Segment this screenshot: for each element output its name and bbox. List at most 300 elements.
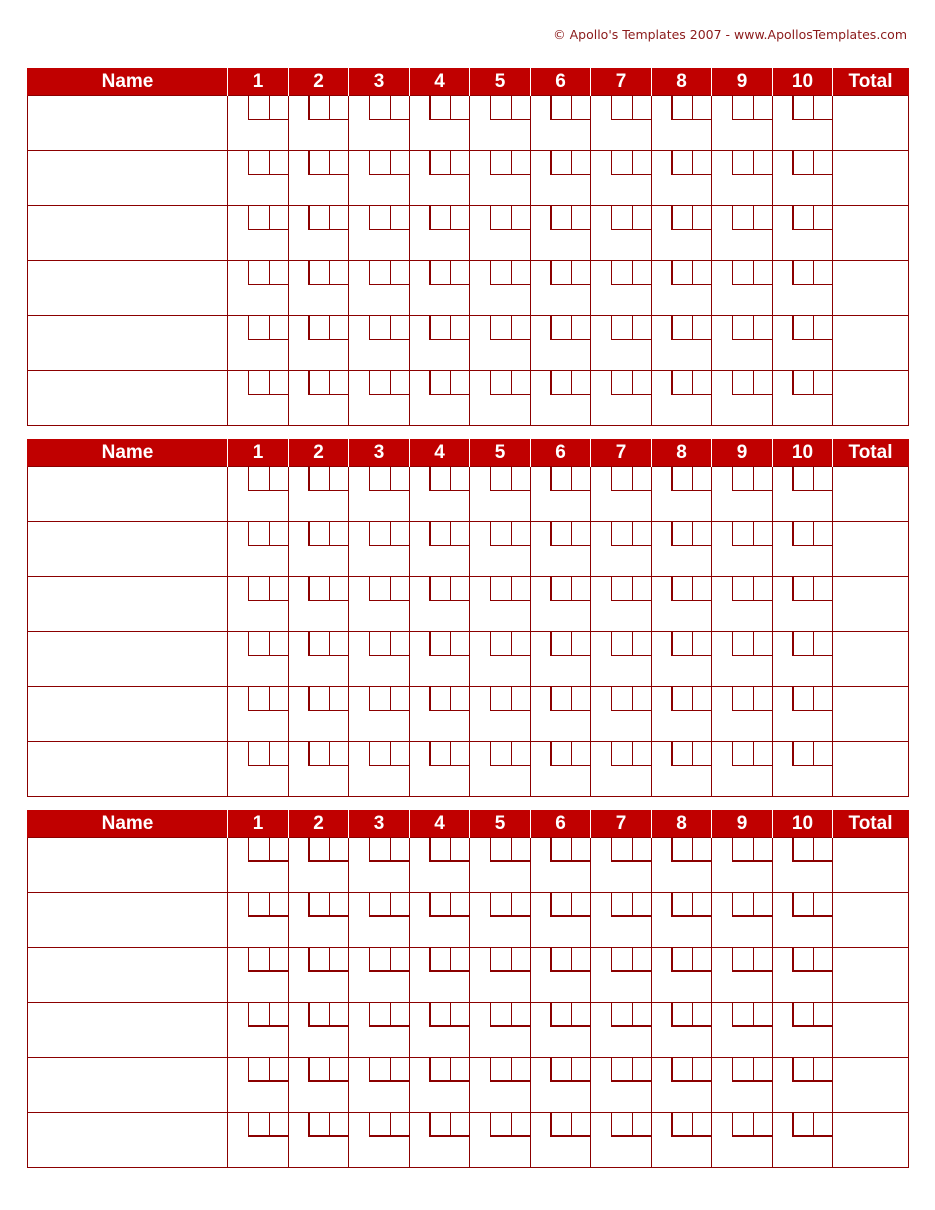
- frame-3-score-cell[interactable]: [349, 1003, 410, 1058]
- frame-6-score-cell[interactable]: [531, 1058, 591, 1113]
- frame-9-ball-boxes[interactable]: [732, 522, 772, 546]
- frame-7-score-cell[interactable]: [591, 742, 652, 797]
- frame-6-ball-boxes[interactable]: [550, 1113, 590, 1137]
- frame-8-ball-boxes[interactable]: [671, 316, 711, 340]
- frame-1-score-cell[interactable]: [228, 1113, 289, 1168]
- frame-4-ball-boxes[interactable]: [429, 687, 469, 711]
- frame-3-score-cell[interactable]: [349, 261, 410, 316]
- frame-1-ball-boxes[interactable]: [248, 151, 288, 175]
- frame-4-ball-boxes[interactable]: [429, 206, 469, 230]
- frame-4-ball-boxes[interactable]: [429, 1058, 469, 1082]
- frame-10-ball-boxes[interactable]: [792, 632, 832, 656]
- frame-8-score-cell[interactable]: [652, 742, 712, 797]
- frame-10-score-cell[interactable]: [773, 371, 833, 426]
- frame-10-score-cell[interactable]: [773, 577, 833, 632]
- frame-10-ball-boxes[interactable]: [792, 1058, 832, 1082]
- frame-4-ball-boxes[interactable]: [429, 632, 469, 656]
- frame-5-score-cell[interactable]: [470, 96, 531, 151]
- frame-2-score-cell[interactable]: [289, 893, 349, 948]
- frame-10-score-cell[interactable]: [773, 1113, 833, 1168]
- frame-9-ball-boxes[interactable]: [732, 151, 772, 175]
- frame-7-ball-boxes[interactable]: [611, 948, 651, 972]
- frame-2-score-cell[interactable]: [289, 632, 349, 687]
- frame-9-ball-boxes[interactable]: [732, 687, 772, 711]
- frame-2-ball-boxes[interactable]: [308, 1058, 348, 1082]
- frame-5-score-cell[interactable]: [470, 742, 531, 797]
- frame-9-ball-boxes[interactable]: [732, 948, 772, 972]
- frame-2-score-cell[interactable]: [289, 1003, 349, 1058]
- frame-6-ball-boxes[interactable]: [550, 1003, 590, 1027]
- frame-8-ball-boxes[interactable]: [671, 371, 711, 395]
- frame-4-ball-boxes[interactable]: [429, 1003, 469, 1027]
- frame-6-ball-boxes[interactable]: [550, 371, 590, 395]
- frame-6-ball-boxes[interactable]: [550, 632, 590, 656]
- frame-8-score-cell[interactable]: [652, 687, 712, 742]
- frame-4-score-cell[interactable]: [410, 1113, 470, 1168]
- frame-1-score-cell[interactable]: [228, 1003, 289, 1058]
- frame-1-score-cell[interactable]: [228, 261, 289, 316]
- frame-4-score-cell[interactable]: [410, 742, 470, 797]
- frame-7-ball-boxes[interactable]: [611, 96, 651, 120]
- total-score-cell[interactable]: [833, 838, 909, 893]
- frame-10-score-cell[interactable]: [773, 1058, 833, 1113]
- total-score-cell[interactable]: [833, 371, 909, 426]
- frame-4-score-cell[interactable]: [410, 632, 470, 687]
- frame-5-score-cell[interactable]: [470, 577, 531, 632]
- frame-7-score-cell[interactable]: [591, 948, 652, 1003]
- frame-7-ball-boxes[interactable]: [611, 742, 651, 766]
- frame-5-ball-boxes[interactable]: [490, 151, 530, 175]
- frame-5-score-cell[interactable]: [470, 316, 531, 371]
- frame-7-ball-boxes[interactable]: [611, 151, 651, 175]
- frame-9-ball-boxes[interactable]: [732, 467, 772, 491]
- frame-2-ball-boxes[interactable]: [308, 1003, 348, 1027]
- frame-6-ball-boxes[interactable]: [550, 96, 590, 120]
- frame-8-ball-boxes[interactable]: [671, 893, 711, 917]
- frame-9-score-cell[interactable]: [712, 522, 773, 577]
- frame-2-score-cell[interactable]: [289, 742, 349, 797]
- frame-1-score-cell[interactable]: [228, 577, 289, 632]
- frame-10-ball-boxes[interactable]: [792, 522, 832, 546]
- frame-5-score-cell[interactable]: [470, 467, 531, 522]
- frame-2-ball-boxes[interactable]: [308, 577, 348, 601]
- frame-3-score-cell[interactable]: [349, 687, 410, 742]
- frame-5-ball-boxes[interactable]: [490, 371, 530, 395]
- frame-7-ball-boxes[interactable]: [611, 371, 651, 395]
- frame-10-ball-boxes[interactable]: [792, 467, 832, 491]
- total-score-cell[interactable]: [833, 893, 909, 948]
- frame-6-ball-boxes[interactable]: [550, 742, 590, 766]
- frame-3-ball-boxes[interactable]: [369, 948, 409, 972]
- player-name-cell[interactable]: [28, 632, 228, 687]
- frame-2-score-cell[interactable]: [289, 316, 349, 371]
- frame-7-ball-boxes[interactable]: [611, 316, 651, 340]
- frame-9-score-cell[interactable]: [712, 371, 773, 426]
- frame-3-score-cell[interactable]: [349, 948, 410, 1003]
- total-score-cell[interactable]: [833, 206, 909, 261]
- total-score-cell[interactable]: [833, 632, 909, 687]
- frame-2-score-cell[interactable]: [289, 522, 349, 577]
- frame-6-score-cell[interactable]: [531, 838, 591, 893]
- frame-6-ball-boxes[interactable]: [550, 577, 590, 601]
- frame-10-ball-boxes[interactable]: [792, 893, 832, 917]
- frame-4-ball-boxes[interactable]: [429, 893, 469, 917]
- total-score-cell[interactable]: [833, 1113, 909, 1168]
- frame-6-ball-boxes[interactable]: [550, 838, 590, 862]
- frame-5-score-cell[interactable]: [470, 151, 531, 206]
- frame-2-ball-boxes[interactable]: [308, 687, 348, 711]
- frame-5-ball-boxes[interactable]: [490, 316, 530, 340]
- frame-1-ball-boxes[interactable]: [248, 316, 288, 340]
- frame-1-score-cell[interactable]: [228, 1058, 289, 1113]
- frame-5-ball-boxes[interactable]: [490, 893, 530, 917]
- frame-5-ball-boxes[interactable]: [490, 948, 530, 972]
- frame-2-score-cell[interactable]: [289, 206, 349, 261]
- frame-10-ball-boxes[interactable]: [792, 1003, 832, 1027]
- frame-9-score-cell[interactable]: [712, 948, 773, 1003]
- frame-8-score-cell[interactable]: [652, 261, 712, 316]
- frame-3-ball-boxes[interactable]: [369, 1058, 409, 1082]
- player-name-cell[interactable]: [28, 96, 228, 151]
- frame-10-ball-boxes[interactable]: [792, 206, 832, 230]
- total-score-cell[interactable]: [833, 948, 909, 1003]
- frame-9-ball-boxes[interactable]: [732, 1113, 772, 1137]
- frame-10-score-cell[interactable]: [773, 893, 833, 948]
- frame-9-ball-boxes[interactable]: [732, 577, 772, 601]
- frame-3-ball-boxes[interactable]: [369, 371, 409, 395]
- frame-7-ball-boxes[interactable]: [611, 1113, 651, 1137]
- frame-9-ball-boxes[interactable]: [732, 632, 772, 656]
- frame-3-score-cell[interactable]: [349, 96, 410, 151]
- frame-5-ball-boxes[interactable]: [490, 742, 530, 766]
- frame-1-score-cell[interactable]: [228, 632, 289, 687]
- frame-5-ball-boxes[interactable]: [490, 467, 530, 491]
- frame-9-ball-boxes[interactable]: [732, 893, 772, 917]
- frame-5-ball-boxes[interactable]: [490, 687, 530, 711]
- player-name-cell[interactable]: [28, 522, 228, 577]
- frame-1-score-cell[interactable]: [228, 316, 289, 371]
- frame-1-score-cell[interactable]: [228, 948, 289, 1003]
- frame-9-score-cell[interactable]: [712, 742, 773, 797]
- frame-7-ball-boxes[interactable]: [611, 522, 651, 546]
- frame-8-ball-boxes[interactable]: [671, 1113, 711, 1137]
- frame-2-ball-boxes[interactable]: [308, 316, 348, 340]
- frame-6-score-cell[interactable]: [531, 261, 591, 316]
- frame-4-ball-boxes[interactable]: [429, 151, 469, 175]
- frame-7-ball-boxes[interactable]: [611, 893, 651, 917]
- frame-3-ball-boxes[interactable]: [369, 1113, 409, 1137]
- frame-8-score-cell[interactable]: [652, 467, 712, 522]
- frame-9-score-cell[interactable]: [712, 632, 773, 687]
- frame-3-ball-boxes[interactable]: [369, 316, 409, 340]
- frame-9-ball-boxes[interactable]: [732, 1003, 772, 1027]
- frame-6-score-cell[interactable]: [531, 1003, 591, 1058]
- frame-6-ball-boxes[interactable]: [550, 261, 590, 285]
- frame-1-score-cell[interactable]: [228, 687, 289, 742]
- frame-3-score-cell[interactable]: [349, 316, 410, 371]
- frame-10-score-cell[interactable]: [773, 206, 833, 261]
- frame-5-score-cell[interactable]: [470, 687, 531, 742]
- frame-8-ball-boxes[interactable]: [671, 1003, 711, 1027]
- frame-7-score-cell[interactable]: [591, 467, 652, 522]
- frame-2-score-cell[interactable]: [289, 687, 349, 742]
- frame-7-score-cell[interactable]: [591, 522, 652, 577]
- total-score-cell[interactable]: [833, 96, 909, 151]
- frame-9-score-cell[interactable]: [712, 1113, 773, 1168]
- frame-6-score-cell[interactable]: [531, 151, 591, 206]
- frame-6-score-cell[interactable]: [531, 522, 591, 577]
- frame-10-ball-boxes[interactable]: [792, 151, 832, 175]
- frame-6-score-cell[interactable]: [531, 96, 591, 151]
- frame-9-score-cell[interactable]: [712, 577, 773, 632]
- frame-6-score-cell[interactable]: [531, 632, 591, 687]
- frame-4-score-cell[interactable]: [410, 96, 470, 151]
- frame-8-score-cell[interactable]: [652, 316, 712, 371]
- frame-4-score-cell[interactable]: [410, 206, 470, 261]
- frame-4-score-cell[interactable]: [410, 1058, 470, 1113]
- frame-10-ball-boxes[interactable]: [792, 687, 832, 711]
- frame-8-ball-boxes[interactable]: [671, 838, 711, 862]
- frame-8-ball-boxes[interactable]: [671, 632, 711, 656]
- frame-2-ball-boxes[interactable]: [308, 893, 348, 917]
- frame-6-ball-boxes[interactable]: [550, 687, 590, 711]
- player-name-cell[interactable]: [28, 261, 228, 316]
- frame-10-ball-boxes[interactable]: [792, 261, 832, 285]
- frame-1-ball-boxes[interactable]: [248, 467, 288, 491]
- frame-5-score-cell[interactable]: [470, 1058, 531, 1113]
- frame-7-ball-boxes[interactable]: [611, 206, 651, 230]
- frame-2-ball-boxes[interactable]: [308, 948, 348, 972]
- frame-2-ball-boxes[interactable]: [308, 838, 348, 862]
- frame-6-score-cell[interactable]: [531, 316, 591, 371]
- frame-4-ball-boxes[interactable]: [429, 1113, 469, 1137]
- frame-10-score-cell[interactable]: [773, 948, 833, 1003]
- frame-2-score-cell[interactable]: [289, 151, 349, 206]
- frame-3-score-cell[interactable]: [349, 1113, 410, 1168]
- frame-1-ball-boxes[interactable]: [248, 371, 288, 395]
- frame-3-score-cell[interactable]: [349, 632, 410, 687]
- frame-10-ball-boxes[interactable]: [792, 371, 832, 395]
- frame-8-score-cell[interactable]: [652, 371, 712, 426]
- frame-2-ball-boxes[interactable]: [308, 1113, 348, 1137]
- frame-9-score-cell[interactable]: [712, 261, 773, 316]
- player-name-cell[interactable]: [28, 1058, 228, 1113]
- frame-4-score-cell[interactable]: [410, 893, 470, 948]
- frame-7-score-cell[interactable]: [591, 577, 652, 632]
- frame-10-ball-boxes[interactable]: [792, 948, 832, 972]
- frame-10-score-cell[interactable]: [773, 261, 833, 316]
- frame-8-ball-boxes[interactable]: [671, 261, 711, 285]
- frame-4-score-cell[interactable]: [410, 948, 470, 1003]
- frame-8-ball-boxes[interactable]: [671, 522, 711, 546]
- frame-7-ball-boxes[interactable]: [611, 1058, 651, 1082]
- frame-5-ball-boxes[interactable]: [490, 1058, 530, 1082]
- frame-2-score-cell[interactable]: [289, 1113, 349, 1168]
- frame-5-ball-boxes[interactable]: [490, 577, 530, 601]
- frame-8-score-cell[interactable]: [652, 206, 712, 261]
- frame-5-ball-boxes[interactable]: [490, 838, 530, 862]
- frame-9-score-cell[interactable]: [712, 838, 773, 893]
- total-score-cell[interactable]: [833, 151, 909, 206]
- frame-6-score-cell[interactable]: [531, 206, 591, 261]
- frame-3-ball-boxes[interactable]: [369, 632, 409, 656]
- total-score-cell[interactable]: [833, 1003, 909, 1058]
- player-name-cell[interactable]: [28, 1003, 228, 1058]
- frame-5-ball-boxes[interactable]: [490, 96, 530, 120]
- frame-8-ball-boxes[interactable]: [671, 687, 711, 711]
- frame-3-ball-boxes[interactable]: [369, 522, 409, 546]
- frame-3-ball-boxes[interactable]: [369, 206, 409, 230]
- frame-10-ball-boxes[interactable]: [792, 96, 832, 120]
- frame-9-score-cell[interactable]: [712, 687, 773, 742]
- frame-10-score-cell[interactable]: [773, 467, 833, 522]
- frame-9-ball-boxes[interactable]: [732, 838, 772, 862]
- frame-8-ball-boxes[interactable]: [671, 96, 711, 120]
- frame-6-ball-boxes[interactable]: [550, 316, 590, 340]
- frame-8-score-cell[interactable]: [652, 151, 712, 206]
- frame-9-score-cell[interactable]: [712, 1058, 773, 1113]
- frame-7-ball-boxes[interactable]: [611, 261, 651, 285]
- frame-7-score-cell[interactable]: [591, 632, 652, 687]
- frame-8-ball-boxes[interactable]: [671, 577, 711, 601]
- frame-10-score-cell[interactable]: [773, 742, 833, 797]
- frame-9-score-cell[interactable]: [712, 893, 773, 948]
- frame-5-score-cell[interactable]: [470, 1113, 531, 1168]
- frame-1-score-cell[interactable]: [228, 522, 289, 577]
- frame-3-score-cell[interactable]: [349, 1058, 410, 1113]
- frame-4-score-cell[interactable]: [410, 522, 470, 577]
- frame-10-score-cell[interactable]: [773, 522, 833, 577]
- frame-6-score-cell[interactable]: [531, 371, 591, 426]
- frame-9-ball-boxes[interactable]: [732, 316, 772, 340]
- frame-1-ball-boxes[interactable]: [248, 948, 288, 972]
- frame-3-ball-boxes[interactable]: [369, 742, 409, 766]
- frame-10-score-cell[interactable]: [773, 316, 833, 371]
- frame-9-score-cell[interactable]: [712, 206, 773, 261]
- frame-2-ball-boxes[interactable]: [308, 632, 348, 656]
- frame-10-ball-boxes[interactable]: [792, 1113, 832, 1137]
- player-name-cell[interactable]: [28, 742, 228, 797]
- frame-9-ball-boxes[interactable]: [732, 206, 772, 230]
- frame-3-ball-boxes[interactable]: [369, 577, 409, 601]
- frame-7-ball-boxes[interactable]: [611, 632, 651, 656]
- frame-9-score-cell[interactable]: [712, 467, 773, 522]
- player-name-cell[interactable]: [28, 893, 228, 948]
- frame-4-score-cell[interactable]: [410, 316, 470, 371]
- frame-10-ball-boxes[interactable]: [792, 838, 832, 862]
- total-score-cell[interactable]: [833, 577, 909, 632]
- frame-2-score-cell[interactable]: [289, 948, 349, 1003]
- frame-5-ball-boxes[interactable]: [490, 261, 530, 285]
- frame-1-score-cell[interactable]: [228, 206, 289, 261]
- frame-1-score-cell[interactable]: [228, 893, 289, 948]
- frame-10-score-cell[interactable]: [773, 687, 833, 742]
- frame-8-score-cell[interactable]: [652, 838, 712, 893]
- frame-4-ball-boxes[interactable]: [429, 261, 469, 285]
- frame-1-ball-boxes[interactable]: [248, 522, 288, 546]
- frame-4-ball-boxes[interactable]: [429, 522, 469, 546]
- frame-7-score-cell[interactable]: [591, 261, 652, 316]
- total-score-cell[interactable]: [833, 687, 909, 742]
- frame-2-ball-boxes[interactable]: [308, 96, 348, 120]
- frame-10-ball-boxes[interactable]: [792, 316, 832, 340]
- frame-4-ball-boxes[interactable]: [429, 838, 469, 862]
- frame-9-score-cell[interactable]: [712, 96, 773, 151]
- frame-8-score-cell[interactable]: [652, 632, 712, 687]
- frame-7-score-cell[interactable]: [591, 316, 652, 371]
- frame-10-score-cell[interactable]: [773, 1003, 833, 1058]
- frame-7-ball-boxes[interactable]: [611, 687, 651, 711]
- frame-2-ball-boxes[interactable]: [308, 151, 348, 175]
- frame-4-score-cell[interactable]: [410, 838, 470, 893]
- frame-4-score-cell[interactable]: [410, 371, 470, 426]
- frame-7-score-cell[interactable]: [591, 838, 652, 893]
- frame-6-ball-boxes[interactable]: [550, 467, 590, 491]
- frame-1-score-cell[interactable]: [228, 467, 289, 522]
- frame-6-ball-boxes[interactable]: [550, 206, 590, 230]
- frame-9-score-cell[interactable]: [712, 151, 773, 206]
- frame-8-score-cell[interactable]: [652, 1003, 712, 1058]
- frame-9-ball-boxes[interactable]: [732, 96, 772, 120]
- frame-10-score-cell[interactable]: [773, 632, 833, 687]
- frame-7-score-cell[interactable]: [591, 1003, 652, 1058]
- frame-4-score-cell[interactable]: [410, 151, 470, 206]
- frame-1-ball-boxes[interactable]: [248, 632, 288, 656]
- frame-3-ball-boxes[interactable]: [369, 687, 409, 711]
- frame-1-ball-boxes[interactable]: [248, 838, 288, 862]
- frame-5-score-cell[interactable]: [470, 632, 531, 687]
- frame-8-score-cell[interactable]: [652, 893, 712, 948]
- frame-8-score-cell[interactable]: [652, 1113, 712, 1168]
- frame-4-score-cell[interactable]: [410, 467, 470, 522]
- frame-9-ball-boxes[interactable]: [732, 371, 772, 395]
- frame-2-ball-boxes[interactable]: [308, 467, 348, 491]
- frame-8-score-cell[interactable]: [652, 948, 712, 1003]
- frame-1-ball-boxes[interactable]: [248, 206, 288, 230]
- frame-4-ball-boxes[interactable]: [429, 948, 469, 972]
- frame-2-score-cell[interactable]: [289, 261, 349, 316]
- frame-1-ball-boxes[interactable]: [248, 261, 288, 285]
- frame-7-ball-boxes[interactable]: [611, 1003, 651, 1027]
- frame-1-ball-boxes[interactable]: [248, 893, 288, 917]
- player-name-cell[interactable]: [28, 1113, 228, 1168]
- total-score-cell[interactable]: [833, 522, 909, 577]
- frame-4-ball-boxes[interactable]: [429, 371, 469, 395]
- frame-1-ball-boxes[interactable]: [248, 577, 288, 601]
- total-score-cell[interactable]: [833, 261, 909, 316]
- frame-6-score-cell[interactable]: [531, 948, 591, 1003]
- frame-2-score-cell[interactable]: [289, 371, 349, 426]
- frame-2-score-cell[interactable]: [289, 467, 349, 522]
- frame-2-score-cell[interactable]: [289, 1058, 349, 1113]
- player-name-cell[interactable]: [28, 371, 228, 426]
- frame-2-ball-boxes[interactable]: [308, 742, 348, 766]
- frame-5-score-cell[interactable]: [470, 206, 531, 261]
- frame-10-score-cell[interactable]: [773, 838, 833, 893]
- frame-7-score-cell[interactable]: [591, 96, 652, 151]
- frame-5-score-cell[interactable]: [470, 1003, 531, 1058]
- frame-8-ball-boxes[interactable]: [671, 206, 711, 230]
- frame-2-ball-boxes[interactable]: [308, 522, 348, 546]
- frame-4-score-cell[interactable]: [410, 261, 470, 316]
- frame-4-ball-boxes[interactable]: [429, 467, 469, 491]
- frame-1-ball-boxes[interactable]: [248, 687, 288, 711]
- frame-4-ball-boxes[interactable]: [429, 742, 469, 766]
- total-score-cell[interactable]: [833, 1058, 909, 1113]
- frame-5-ball-boxes[interactable]: [490, 522, 530, 546]
- frame-3-ball-boxes[interactable]: [369, 838, 409, 862]
- frame-8-ball-boxes[interactable]: [671, 742, 711, 766]
